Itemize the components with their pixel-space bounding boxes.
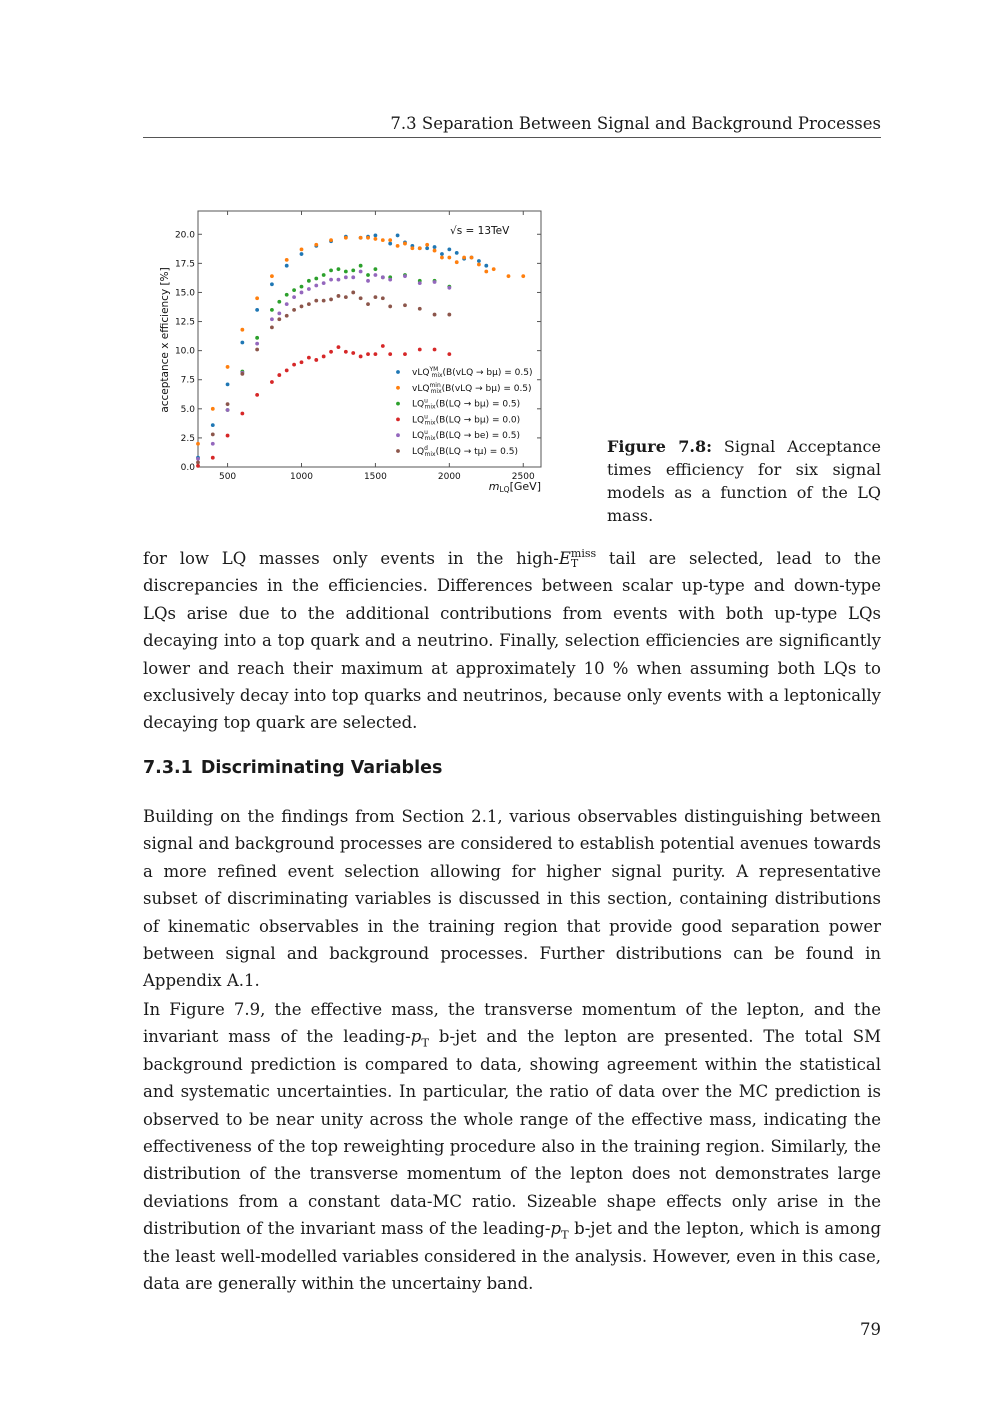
data-point-series-3 [337, 267, 341, 271]
data-point-series-3 [374, 267, 378, 271]
data-point-series-5 [329, 278, 333, 282]
data-point-series-6 [255, 348, 259, 352]
figure-label: Figure 7.8: [607, 437, 712, 456]
x-tick-label: 2000 [437, 472, 461, 482]
legend-marker-1 [396, 370, 400, 374]
data-point-series-2 [329, 238, 333, 242]
x-axis-ticks [219, 211, 535, 482]
data-point-series-2 [440, 256, 444, 260]
data-point-series-2 [255, 296, 259, 300]
data-point-series-2 [300, 248, 304, 252]
data-point-series-5 [314, 284, 318, 288]
data-point-series-5 [381, 275, 385, 279]
figure-caption-text: Signal Acceptance times efficiency for six signal models as a function of the LQ mass. [607, 437, 881, 525]
data-point-series-2 [381, 238, 385, 242]
data-point-series-1 [255, 308, 259, 312]
figure-caption [607, 435, 881, 527]
y-tick-label: 17.5 [174, 259, 195, 270]
data-point-series-5 [418, 281, 422, 285]
data-point-series-2 [374, 237, 378, 241]
data-point-series-6 [226, 402, 230, 406]
data-point-series-4 [388, 352, 392, 356]
data-point-series-5 [307, 287, 311, 291]
data-point-series-4 [418, 348, 422, 352]
data-point-series-4 [292, 363, 296, 367]
data-point-series-3 [314, 277, 318, 281]
data-point-series-5 [359, 270, 363, 274]
legend-marker-5 [396, 433, 400, 437]
x-tick-label: 2500 [511, 472, 535, 482]
data-point-series-5 [403, 274, 407, 278]
data-point-series-2 [314, 243, 318, 247]
data-point-series-4 [255, 393, 259, 397]
legend-marker-4 [396, 418, 400, 422]
y-tick-label: 12.5 [174, 317, 195, 328]
data-point-series-5 [433, 280, 437, 284]
data-point-series-2 [470, 256, 474, 260]
data-point-series-4 [403, 352, 407, 356]
data-point-series-4 [277, 373, 281, 377]
data-point-series-2 [418, 246, 422, 250]
data-point-series-1 [455, 251, 459, 255]
data-point-series-6 [329, 298, 333, 302]
data-point-series-3 [300, 285, 304, 289]
legend-label-5: $LQ^u$ mix(B(LQ → be) = 0.5) [412, 429, 520, 443]
data-point-series-4 [300, 360, 304, 364]
data-point-series-1 [425, 246, 429, 250]
legend [396, 366, 532, 458]
data-point-series-2 [403, 242, 407, 246]
data-point-series-3 [285, 293, 289, 297]
legend-label-3: $LQ^u$ mix(B(LQ → bμ) = 0.5) [412, 397, 521, 411]
data-point-series-1 [300, 252, 304, 256]
data-point-series-5 [447, 286, 451, 290]
data-point-series-1 [211, 423, 215, 427]
data-point-series-5 [344, 275, 348, 279]
data-point-series-1 [388, 242, 392, 246]
data-point-series-2 [285, 258, 289, 262]
data-point-series-5 [277, 312, 281, 316]
legend-marker-2 [396, 386, 400, 390]
data-point-series-4 [359, 355, 363, 359]
data-point-series-6 [418, 307, 422, 311]
data-point-series-3 [329, 268, 333, 272]
data-point-series-4 [240, 412, 244, 416]
data-point-series-3 [359, 264, 363, 268]
paragraph-figure-7-9-discussion: In Figure 7.9, the effective mass, the transverse momentum of the lepton, and the invariant mass of the leading-$p_T$ b-jet and the lepton are presented. The total SM background prediction is compared to data, showing agreement within the statistical and systematic uncertainties. In particular, the ratio of data over the MC prediction is observed to be near unity across the whole range of the effective mass, indicating the effectiveness of the top reweighting procedure also in the training region. Similarly, the distribution of the transverse momentum of the lepton does not demonstrates large deviations from a constant data-MC ratio. Sizeable shape effects only arise in the distribution of the invariant mass of the leading-$p_T$ b-jet and the lepton, which is among the least well-modelled variables considered in the analysis. However, even in this case, data are generally within the uncertainy band. [143, 1000, 882, 1294]
data-point-series-2 [447, 256, 451, 260]
data-point-series-1 [440, 252, 444, 256]
legend-marker-3 [396, 402, 400, 406]
data-point-series-2 [396, 244, 400, 248]
data-point-series-1 [396, 234, 400, 238]
paragraph-discriminating-intro: Building on the findings from Section 2.1, various observables distinguishing between signal and background processes are considered to establish potential avenues towards a more refined event selection allowing for higher signal purity. A representative subset of discriminating variables is discussed in this section, containing distributions of kinematic observables in the training region that provide good separation power between signal and background processes. Further distributions can be found in Appendix A.1. [143, 807, 881, 991]
data-point-series-6 [240, 372, 244, 376]
data-point-series-6 [277, 317, 281, 321]
data-point-series-4 [366, 352, 370, 356]
data-point-series-4 [447, 352, 451, 356]
data-point-series-4 [196, 464, 200, 468]
data-point-series-3 [277, 300, 281, 304]
data-point-series-4 [307, 356, 311, 360]
y-tick-label: 0.0 [180, 463, 195, 473]
legend-label-6: $LQ^d$ mix(B(LQ → tμ) = 0.5) [412, 445, 519, 458]
data-point-series-2 [455, 260, 459, 264]
plot-frame [198, 211, 541, 467]
legend-marker-6 [396, 449, 400, 453]
data-point-series-6 [322, 299, 326, 303]
data-point-series-2 [240, 328, 244, 332]
section-title: Discriminating Variables [200, 758, 443, 778]
data-point-series-4 [270, 380, 274, 384]
x-axis-label: mLQ[GeV] [488, 480, 541, 494]
data-point-series-4 [374, 352, 378, 356]
data-point-series-3 [351, 268, 355, 272]
legend-label-1: vLQ$^{YM}$ mix(B(vLQ → bμ) = 0.5) [412, 366, 533, 379]
data-point-series-6 [344, 295, 348, 299]
running-head: 7.3 Separation Between Signal and Background Processes [143, 114, 881, 138]
data-point-series-4 [285, 369, 289, 373]
data-point-series-4 [381, 344, 385, 348]
data-point-series-2 [359, 236, 363, 240]
data-point-series-1 [374, 234, 378, 238]
data-point-series-4 [322, 355, 326, 359]
data-point-series-4 [211, 456, 215, 460]
data-point-series-5 [270, 317, 274, 321]
figure-7-8 [150, 200, 560, 510]
y-axis-label: acceptance x efficiency [%] [159, 267, 171, 413]
data-point-series-3 [366, 273, 370, 277]
data-point-series-5 [322, 281, 326, 285]
data-point-series-6 [270, 325, 274, 329]
data-point-series-4 [433, 348, 437, 352]
data-point-series-2 [462, 256, 466, 260]
section-number: 7.3.1 [143, 758, 193, 778]
section-heading-7-3-1 [143, 758, 442, 778]
y-tick-label: 10.0 [174, 346, 195, 357]
data-point-series-6 [285, 314, 289, 318]
x-tick-label: 1000 [290, 472, 313, 482]
page-number: 79 [860, 1320, 881, 1339]
energy-annotation: √s = 13TeV [450, 225, 510, 237]
data-point-series-5 [226, 408, 230, 412]
data-point-series-2 [388, 238, 392, 242]
data-point-series-6 [307, 302, 311, 306]
data-point-series-6 [433, 313, 437, 317]
data-point-series-2 [492, 267, 496, 271]
acceptance-efficiency-chart [150, 200, 560, 510]
data-point-series-6 [388, 305, 392, 309]
data-point-series-2 [344, 236, 348, 240]
data-point-series-1 [285, 264, 289, 268]
data-point-series-2 [507, 274, 511, 278]
data-point-series-5 [351, 275, 355, 279]
data-point-series-6 [447, 313, 451, 317]
data-point-series-5 [366, 279, 370, 283]
data-point-series-2 [211, 407, 215, 411]
y-tick-label: 7.5 [180, 375, 195, 386]
data-point-series-1 [240, 341, 244, 345]
data-point-series-6 [351, 291, 355, 295]
data-point-series-5 [388, 278, 392, 282]
data-point-series-6 [196, 460, 200, 464]
data-point-series-2 [433, 249, 437, 253]
data-point-series-1 [226, 382, 230, 386]
data-point-series-5 [196, 457, 200, 461]
data-point-series-2 [521, 274, 525, 278]
data-point-series-1 [447, 248, 451, 252]
data-point-series-2 [484, 270, 488, 274]
data-point-series-6 [366, 302, 370, 306]
y-tick-label: 20.0 [174, 230, 195, 241]
data-point-series-1 [477, 259, 481, 263]
data-point-series-5 [292, 295, 296, 299]
data-point-series-6 [337, 294, 341, 298]
data-point-series-3 [307, 279, 311, 283]
data-point-series-4 [337, 345, 341, 349]
data-point-series-2 [425, 243, 429, 247]
data-point-series-5 [337, 278, 341, 282]
data-point-series-5 [374, 273, 378, 277]
data-point-series-3 [322, 273, 326, 277]
data-point-series-6 [403, 303, 407, 307]
data-point-series-2 [196, 442, 200, 446]
data-point-series-2 [410, 246, 414, 250]
x-tick-label: 1500 [363, 472, 387, 482]
paragraph-efficiency-discussion: for low LQ masses only events in the high-E miss T tail are selected, lead to the discrepancies in the efficiencies. Differences between scalar up-type and down-type LQs arise due to the additional contributions from events with both up-type LQs decaying into a top quark and a neutrino. Finally, selection efficiencies are significantly lower and reach their maximum at approximately 10 % when assuming both LQs to exclusively decay into top quarks and neutrinos, because only events with a leptonically decaying top quark are selected. [143, 547, 882, 733]
data-point-series-3 [292, 288, 296, 292]
legend-label-2: vLQ$^{min}$ mix(B(vLQ → bμ) = 0.5) [412, 381, 532, 395]
data-point-series-6 [314, 299, 318, 303]
data-point-series-2 [270, 274, 274, 278]
data-point-series-6 [211, 433, 215, 437]
data-point-series-4 [329, 350, 333, 354]
data-point-series-2 [477, 263, 481, 267]
data-point-series-5 [285, 302, 289, 306]
data-point-series-4 [226, 434, 230, 438]
data-point-series-6 [381, 296, 385, 300]
y-tick-label: 5.0 [180, 404, 195, 415]
data-point-series-5 [211, 442, 215, 446]
data-point-series-5 [255, 342, 259, 346]
data-point-series-1 [484, 264, 488, 268]
data-point-series-5 [300, 291, 304, 295]
y-tick-label: 15.0 [174, 288, 195, 299]
data-point-series-6 [300, 305, 304, 309]
data-point-series-2 [226, 365, 230, 369]
data-point-series-3 [270, 308, 274, 312]
legend-label-4: $LQ^u$ mix(B(LQ → bμ) = 0.0) [412, 413, 521, 427]
data-point-series-6 [374, 295, 378, 299]
y-tick-label: 2.5 [180, 433, 195, 444]
data-point-series-4 [344, 350, 348, 354]
x-tick-label: 500 [218, 472, 237, 482]
data-point-series-3 [255, 336, 259, 340]
data-point-series-6 [359, 296, 363, 300]
data-point-series-4 [351, 351, 355, 355]
data-point-series-1 [433, 245, 437, 249]
data-point-series-4 [314, 358, 318, 362]
data-point-series-6 [292, 308, 296, 312]
data-point-series-3 [344, 270, 348, 274]
data-point-series-2 [366, 236, 370, 240]
data-point-series-1 [270, 282, 274, 286]
